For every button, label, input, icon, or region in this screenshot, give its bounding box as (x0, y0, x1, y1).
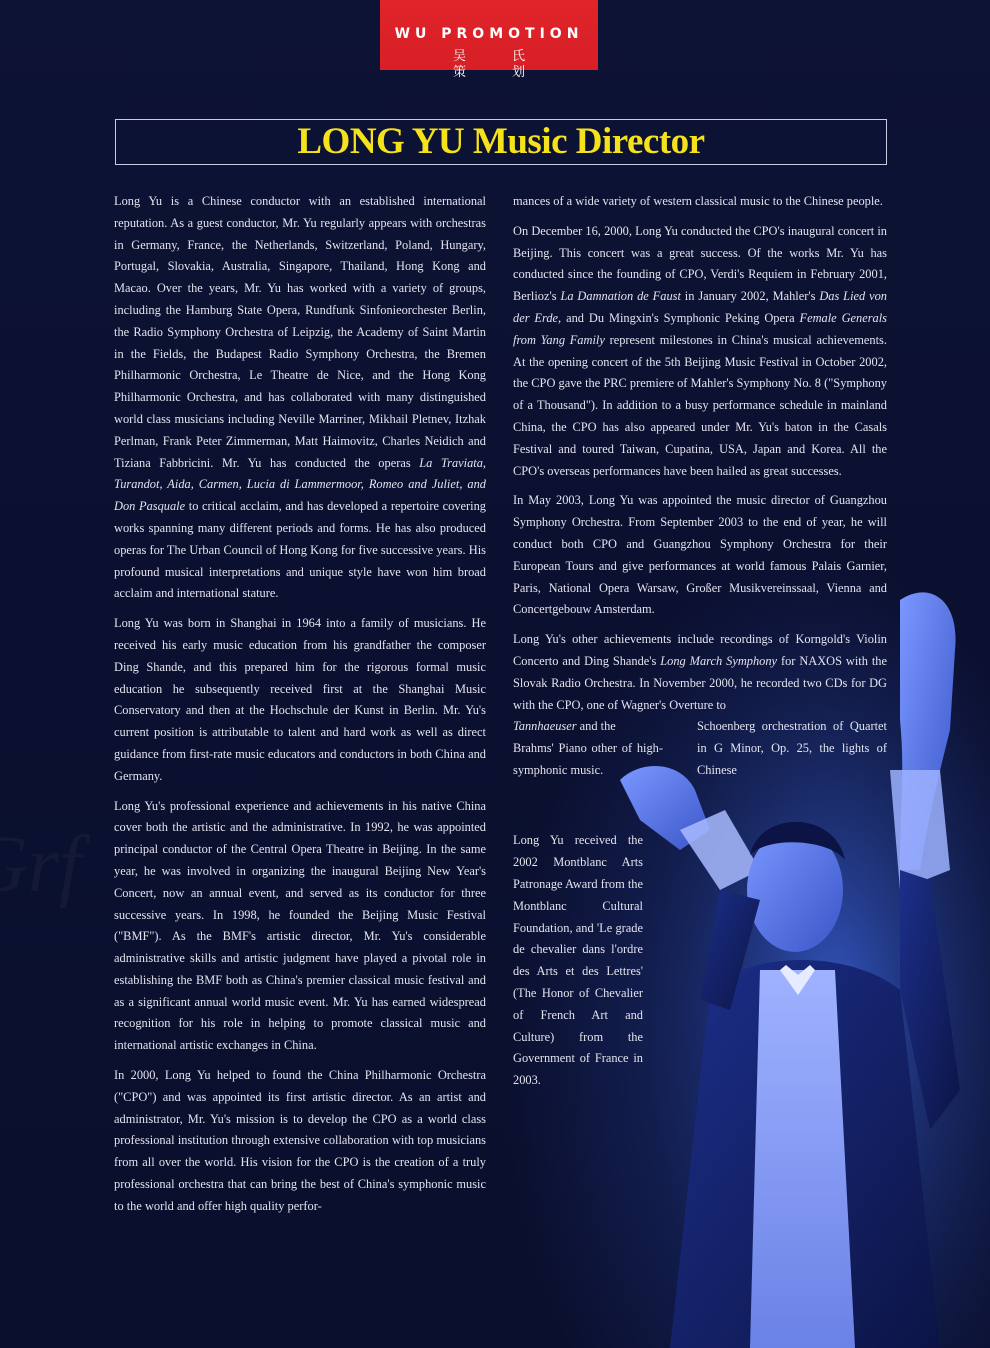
recordings-split: Tannhaeuser and the Brahms' Piano other of high-symphonic music. Schoenberg orchestration of Quartet in G Minor, Op. 25, the lights of Chinese (513, 719, 887, 777)
paragraph-guangzhou: In May 2003, Long Yu was appointed the music director of Guangzhou Symphony Orchestra. From September 2003 to the end of year, he will conduct both CPO and Guangzhou Symphony Orchestra for their European Tours and give performances at world famous Palais Garnier, Paris, National Opera Warsaw, Großer Musikvereinssaal, Vienna and Concertgebouw Amsterdam. (513, 493, 887, 617)
title-box (115, 119, 887, 165)
brand-badge (380, 0, 598, 80)
paragraph-recordings: Long Yu's other achievements include recordings of Korngold's Violin Concerto and Ding Shande's Long March Symphony for NAXOS with the Slovak Radio Orchestra. In November 2000, he recorded two CDs for DG with the CPO, one of Wagner's Overture to (513, 632, 887, 712)
page-title: LONG YU Music Director (297, 121, 705, 162)
brand-name: WU PROMOTION (394, 26, 584, 42)
right-column (513, 191, 887, 1100)
left-column (114, 191, 486, 1226)
paragraph-china-career: Long Yu's professional experience and achievements in his native China cover both the artistic and the administrative. In 1992, he was appointed principal conductor of the Central Opera Theatre in Beijing. In the same year, he was involved in organizing the inaugural Beijing New Year's Concert, now an annual event, and served as its conductor for three successive years. In 1998, he founded the Beijing Music Festival ("BMF"). As the BMF's artistic director, Mr. Yu's considerable administrative skills and artistic judgment have played a pivotal role in establishing the BMF both as China's premier classical music festival and as a significant annual world music event. Mr. Yu has earned widespread recognition for his role in helping to promote classical music and international artistic exchanges in China. (114, 798, 486, 1053)
watermark-left (0, 820, 81, 911)
paragraph-cpo-founding: In 2000, Long Yu helped to found the China Philharmonic Orchestra ("CPO") and was appointed its first artistic director. As an artist and administrator, Mr. Yu's mission is to develop the CPO as a world class professional institution through extensive collaboration with top musicians from all over the world. His vision for the CPO is the creation of a truly professional orchestra that can bring the best of China's symphonic music to the world and offer high quality perfor- (114, 1068, 486, 1213)
paragraph-awards: Long Yu received the 2002 Montblanc Arts Patronage Award from the Montblanc Cultural Foundation, and 'Le grade de chevalier dans l'ordre des Arts et des Lettres' (The Honor of Chevalier of French Art and Culture) from the Government of France in 2003. (513, 833, 643, 1088)
paragraph-cpo-concerts: On December 16, 2000, Long Yu conducted the CPO's inaugural concert in Beijing. This concert was a great success. Of the works Mr. Yu has conducted since the founding of CPO, Verdi's Requiem in February 2001, Berlioz's La Damnation de Faust in January 2002, Mahler's Das Lied von der Erde, and Du Mingxin's Symphonic Peking Opera Female Generals from Yang Family represent milestones in China's musical achievements. At the opening concert of the 5th Beijing Music Festival in October 2002, the CPO gave the PRC premiere of Mahler's Symphony No. 8 ("Symphony of a Thousand"). In addition to a busy performance schedule in mainland China, the CPO has also appeared under Mr. Yu's baton in the Casals Festival and toured Taiwan, Cupatina, USA, Japan and Korea. All the CPO's overseas performances have been hailed as great successes. (513, 223, 887, 478)
brand-name-chinese: 吴氏策划 (452, 49, 571, 80)
paragraph-intro: Long Yu is a Chinese conductor with an established international reputation. As a guest conductor, Mr. Yu regularly appears with orchestras in Germany, France, the Netherlands, Switzerland, Poland, Hungary, Portugal, Slovakia, Australia, Singapore, Thailand, Hong Kong and Macao. Over the years, Mr. Yu has worked with a variety of groups, including the Hamburg State Opera, Rundfunk Sinfonieorchester Berlin, the Radio Symphony Orchestra of Leipzig, the Academy of Saint Martin in the Fields, the Budapest Radio Symphony Orchestra, the Bremen Philharmonic Orchestra, Le Theatre de Nice, and the Hong Kong Philharmonic Orchestra, and has collaborated with many distinguished world class musicians including Neville Marriner, Mikhail Pletnev, Itzhak Perlman, Frank Peter Zimmerman, Matt Haimovitz, Charles Neidich and Tiziana Fabbricini. Mr. Yu has conducted the operas La Traviata, Turandot, Aida, Carmen, Lucia di Lammermoor, Romeo and Juliet, and Don Pasquale to critical acclaim, and has developed a repertoire covering works spanning many different periods and forms. He has also produced operas for The Urban Council of Hong Kong for five successive years. His profound musical interpretations and unique style have won him broad acclaim and international stature. (114, 194, 487, 601)
paragraph-early-life: Long Yu was born in Shanghai in 1964 into a family of musicians. He received his early music education from his grandfather the composer Ding Shande, and this prepared him for the rigorous formal music education he subsequently received first at the Shanghai Music Conservatory and then at the Hochschule der Kunst in Berlin. Mr. Yu's current position is attributable to talent and hard work as well as direct guidance from first-rate music educators and conductors in both China and Germany. (114, 616, 486, 783)
paragraph-continuation: mances of a wide variety of western classical music to the Chinese people. (513, 194, 883, 208)
operas-list: La Traviata, Turandot, Aida, Carmen, Lucia di Lammermoor, Romeo and Juliet, and Don Pasquale (114, 455, 487, 514)
